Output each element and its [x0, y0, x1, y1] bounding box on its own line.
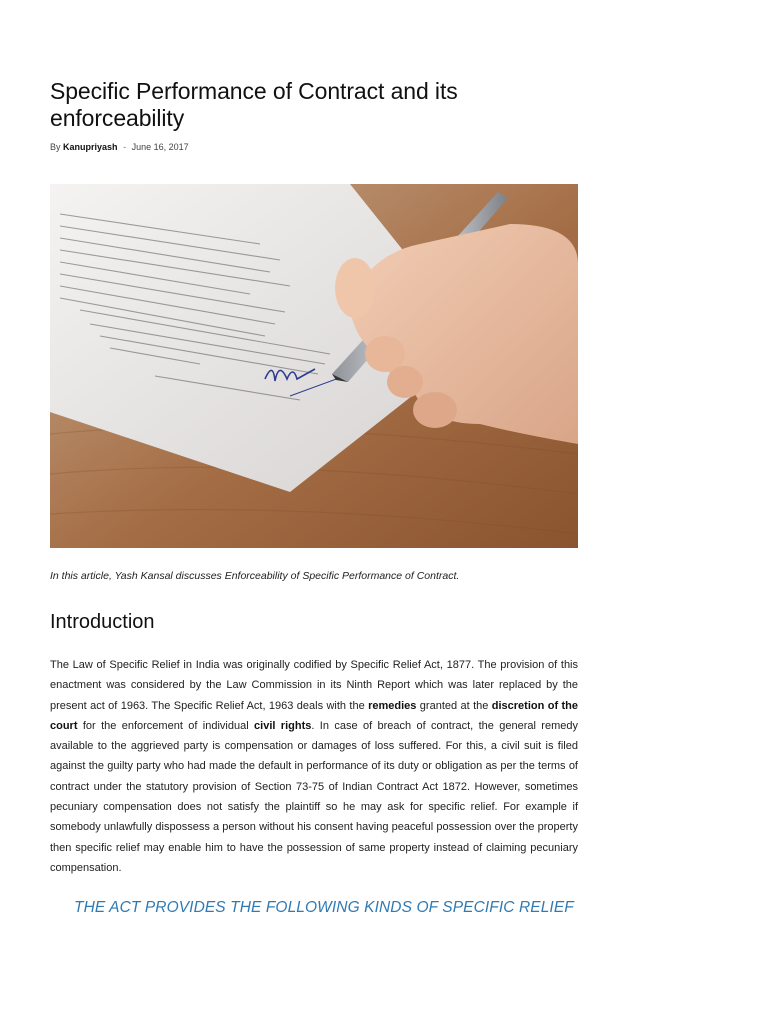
discretion-keyword: discretion of the court [50, 699, 578, 732]
contract-signing-photo-icon [50, 184, 578, 548]
article-title: Specific Performance of Contract and its enforceability [50, 78, 458, 131]
remedies-keyword: remedies [368, 699, 417, 712]
byline-separator: - [123, 142, 127, 152]
post-date: June 16, 2017 [131, 142, 189, 152]
section-heading: Introduction [50, 611, 155, 633]
author-link[interactable]: Kanupriyash [63, 142, 118, 152]
byline [50, 142, 189, 152]
image-caption: In this article, Yash Kansal discusses Enforceability of Specific Performance of Contract. [50, 570, 460, 582]
section-subheading: THE ACT PROVIDES THE FOLLOWING KINDS OF SPECIFIC RELIEF [74, 899, 574, 916]
body-text-2: granted at the [416, 699, 492, 712]
body-paragraph [50, 655, 578, 878]
hero-image [50, 184, 578, 548]
body-text-1: The Law of Specific Relief in India was originally codified by Specific Relief Act, 1877. The provision of this enactment was considered by the Law Commission in its Ninth Report which was later replaced by the present act of 1963. The Specific Relief Act, 1963 deals with the [50, 659, 578, 712]
civil-rights-keyword: civil rights [254, 719, 312, 732]
byline-by: By [50, 142, 61, 152]
body-text-4: . In case of breach of contract, the general remedy available to the aggrieved party is compensation or damages of loss suffered. For this, a civil suit is filed against the guilty party who had made the default in performance of its duty or obligation as per the terms of contract under the statutory provision of Section 73-75 of Indian Contract Act 1872. However, sometimes pecuniary compensation does not satisfy the plaintiff so he may ask for specific relief. For example if somebody unlawfully dispossess a person without his consent having peaceful possession over the property then specific relief may enable him to have the possession of same property instead of claiming pecuniary compensation. [50, 719, 578, 874]
body-text-3: for the enforcement of individual [77, 719, 255, 732]
